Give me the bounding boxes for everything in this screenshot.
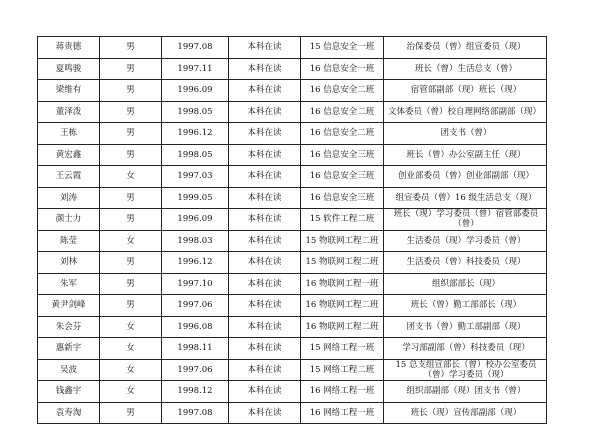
- study-status-cell: 本科在读: [229, 209, 301, 231]
- study-status-cell: 本科在读: [229, 80, 301, 102]
- table-row: [38, 402, 547, 424]
- roles-cell: 宿管部副部（现）班长（现）: [384, 80, 547, 102]
- study-status-cell: 本科在读: [229, 123, 301, 145]
- roles-cell: 组织部副部（现）团支书（曾）: [384, 381, 547, 403]
- student-name-cell: 袁寿淘: [38, 402, 100, 424]
- table-row: [38, 187, 547, 209]
- study-status-cell: 本科在读: [229, 144, 301, 166]
- gender-cell: 女: [100, 316, 162, 338]
- study-status-cell: 本科在读: [229, 273, 301, 295]
- gender-cell: 女: [100, 338, 162, 360]
- roles-cell: 生活委员（现）学习委员（曾）: [384, 230, 547, 252]
- birth-date-cell: 1998.03: [162, 230, 229, 252]
- student-name-cell: 钱鑫宇: [38, 381, 100, 403]
- table-row: [38, 252, 547, 274]
- class-cell: 16 网络工程一班: [301, 402, 384, 424]
- gender-cell: 男: [100, 295, 162, 317]
- class-cell: 16 物联网工程二班: [301, 316, 384, 338]
- student-name-cell: 梁维有: [38, 80, 100, 102]
- roles-cell: 生活委员（曾）科技委员（现）: [384, 252, 547, 274]
- table-row: [38, 359, 547, 381]
- table-row: [38, 58, 547, 80]
- study-status-cell: 本科在读: [229, 187, 301, 209]
- gender-cell: 女: [100, 230, 162, 252]
- birth-date-cell: 1997.10: [162, 273, 229, 295]
- study-status-cell: 本科在读: [229, 381, 301, 403]
- study-status-cell: 本科在读: [229, 402, 301, 424]
- table-row: [38, 295, 547, 317]
- birth-date-cell: 1997.08: [162, 402, 229, 424]
- gender-cell: 男: [100, 101, 162, 123]
- class-cell: 16 信息安全二班: [301, 123, 384, 145]
- gender-cell: 男: [100, 252, 162, 274]
- roles-cell: 班长（现）学习委员（曾）宿管部委员（曾）: [384, 209, 547, 231]
- birth-date-cell: 1997.11: [162, 58, 229, 80]
- student-name-cell: 朱会芬: [38, 316, 100, 338]
- table-row: [38, 273, 547, 295]
- roles-cell: 学习部副部（曾）科技委员（现）: [384, 338, 547, 360]
- study-status-cell: 本科在读: [229, 359, 301, 381]
- student-name-cell: 王栋: [38, 123, 100, 145]
- birth-date-cell: 1998.11: [162, 338, 229, 360]
- student-roster-table: [37, 36, 547, 424]
- gender-cell: 男: [100, 273, 162, 295]
- birth-date-cell: 1997.03: [162, 166, 229, 188]
- roles-cell: 15 总支组宣部长（曾）校办公室委员（曾）学习委员（现）: [384, 359, 547, 381]
- class-cell: 15 信息安全一班: [301, 37, 384, 59]
- roles-cell: 组织部部长（现）: [384, 273, 547, 295]
- birth-date-cell: 1998.05: [162, 101, 229, 123]
- student-name-cell: 夏鸣骏: [38, 58, 100, 80]
- class-cell: 15 物联网工程二班: [301, 230, 384, 252]
- study-status-cell: 本科在读: [229, 37, 301, 59]
- roles-cell: 班长（现）宣传部副部（现）: [384, 402, 547, 424]
- table-row: [38, 209, 547, 231]
- roster-body: [38, 37, 547, 424]
- roles-cell: 治保委员（曾）组宣委员（现）: [384, 37, 547, 59]
- study-status-cell: 本科在读: [229, 230, 301, 252]
- student-name-cell: 黄宏鑫: [38, 144, 100, 166]
- study-status-cell: 本科在读: [229, 101, 301, 123]
- class-cell: 16 信息安全三班: [301, 144, 384, 166]
- study-status-cell: 本科在读: [229, 252, 301, 274]
- class-cell: 16 信息安全三班: [301, 187, 384, 209]
- class-cell: 16 信息安全三班: [301, 166, 384, 188]
- roles-cell: 班长（曾）办公室副主任（现）: [384, 144, 547, 166]
- birth-date-cell: 1998.12: [162, 381, 229, 403]
- class-cell: 16 信息安全二班: [301, 101, 384, 123]
- gender-cell: 男: [100, 37, 162, 59]
- gender-cell: 女: [100, 381, 162, 403]
- birth-date-cell: 1996.08: [162, 316, 229, 338]
- roles-cell: 组宣委员（曾）16 级生活总支（现）: [384, 187, 547, 209]
- gender-cell: 女: [100, 166, 162, 188]
- birth-date-cell: 1998.05: [162, 144, 229, 166]
- student-name-cell: 陈莹: [38, 230, 100, 252]
- gender-cell: 女: [100, 359, 162, 381]
- student-name-cell: 董泽泼: [38, 101, 100, 123]
- table-row: [38, 316, 547, 338]
- student-name-cell: 蒋贵德: [38, 37, 100, 59]
- table-row: [38, 80, 547, 102]
- birth-date-cell: 1997.06: [162, 295, 229, 317]
- gender-cell: 男: [100, 402, 162, 424]
- study-status-cell: 本科在读: [229, 166, 301, 188]
- table-row: [38, 144, 547, 166]
- class-cell: 16 信息安全二班: [301, 80, 384, 102]
- roles-cell: 创业部委员（曾）创业部副部（现）: [384, 166, 547, 188]
- birth-date-cell: 1999.05: [162, 187, 229, 209]
- student-name-cell: 王云霞: [38, 166, 100, 188]
- table-row: [38, 101, 547, 123]
- class-cell: 15 网络工程一班: [301, 338, 384, 360]
- gender-cell: 男: [100, 123, 162, 145]
- student-name-cell: 颜士力: [38, 209, 100, 231]
- study-status-cell: 本科在读: [229, 316, 301, 338]
- roles-cell: 文体委员（曾）校自理网络部副部（现）: [384, 101, 547, 123]
- class-cell: 15 网络工程二班: [301, 359, 384, 381]
- student-name-cell: 刘涛: [38, 187, 100, 209]
- class-cell: 16 网络工程一班: [301, 381, 384, 403]
- study-status-cell: 本科在读: [229, 338, 301, 360]
- table-row: [38, 37, 547, 59]
- class-cell: 15 软件工程二班: [301, 209, 384, 231]
- student-name-cell: 惠新宇: [38, 338, 100, 360]
- study-status-cell: 本科在读: [229, 295, 301, 317]
- table-row: [38, 381, 547, 403]
- student-name-cell: 朱军: [38, 273, 100, 295]
- roles-cell: 团支书（曾）: [384, 123, 547, 145]
- class-cell: 15 物联网工程二班: [301, 252, 384, 274]
- student-name-cell: 刘林: [38, 252, 100, 274]
- roles-cell: 班长（曾）生活总支（曾）: [384, 58, 547, 80]
- table-row: [38, 230, 547, 252]
- student-name-cell: 吴波: [38, 359, 100, 381]
- birth-date-cell: 1997.08: [162, 37, 229, 59]
- student-name-cell: 黄尹剑峰: [38, 295, 100, 317]
- roles-cell: 团支书（曾）勤工部副部（现）: [384, 316, 547, 338]
- table-row: [38, 166, 547, 188]
- birth-date-cell: 1997.06: [162, 359, 229, 381]
- birth-date-cell: 1996.09: [162, 209, 229, 231]
- gender-cell: 男: [100, 58, 162, 80]
- birth-date-cell: 1996.12: [162, 123, 229, 145]
- table-row: [38, 123, 547, 145]
- class-cell: 16 物联网工程二班: [301, 295, 384, 317]
- study-status-cell: 本科在读: [229, 58, 301, 80]
- gender-cell: 男: [100, 187, 162, 209]
- birth-date-cell: 1996.09: [162, 80, 229, 102]
- class-cell: 16 信息安全一班: [301, 58, 384, 80]
- table-row: [38, 338, 547, 360]
- birth-date-cell: 1996.12: [162, 252, 229, 274]
- gender-cell: 男: [100, 80, 162, 102]
- roles-cell: 班长（曾）勤工部部长（现）: [384, 295, 547, 317]
- gender-cell: 男: [100, 144, 162, 166]
- gender-cell: 男: [100, 209, 162, 231]
- class-cell: 16 物联网工程一班: [301, 273, 384, 295]
